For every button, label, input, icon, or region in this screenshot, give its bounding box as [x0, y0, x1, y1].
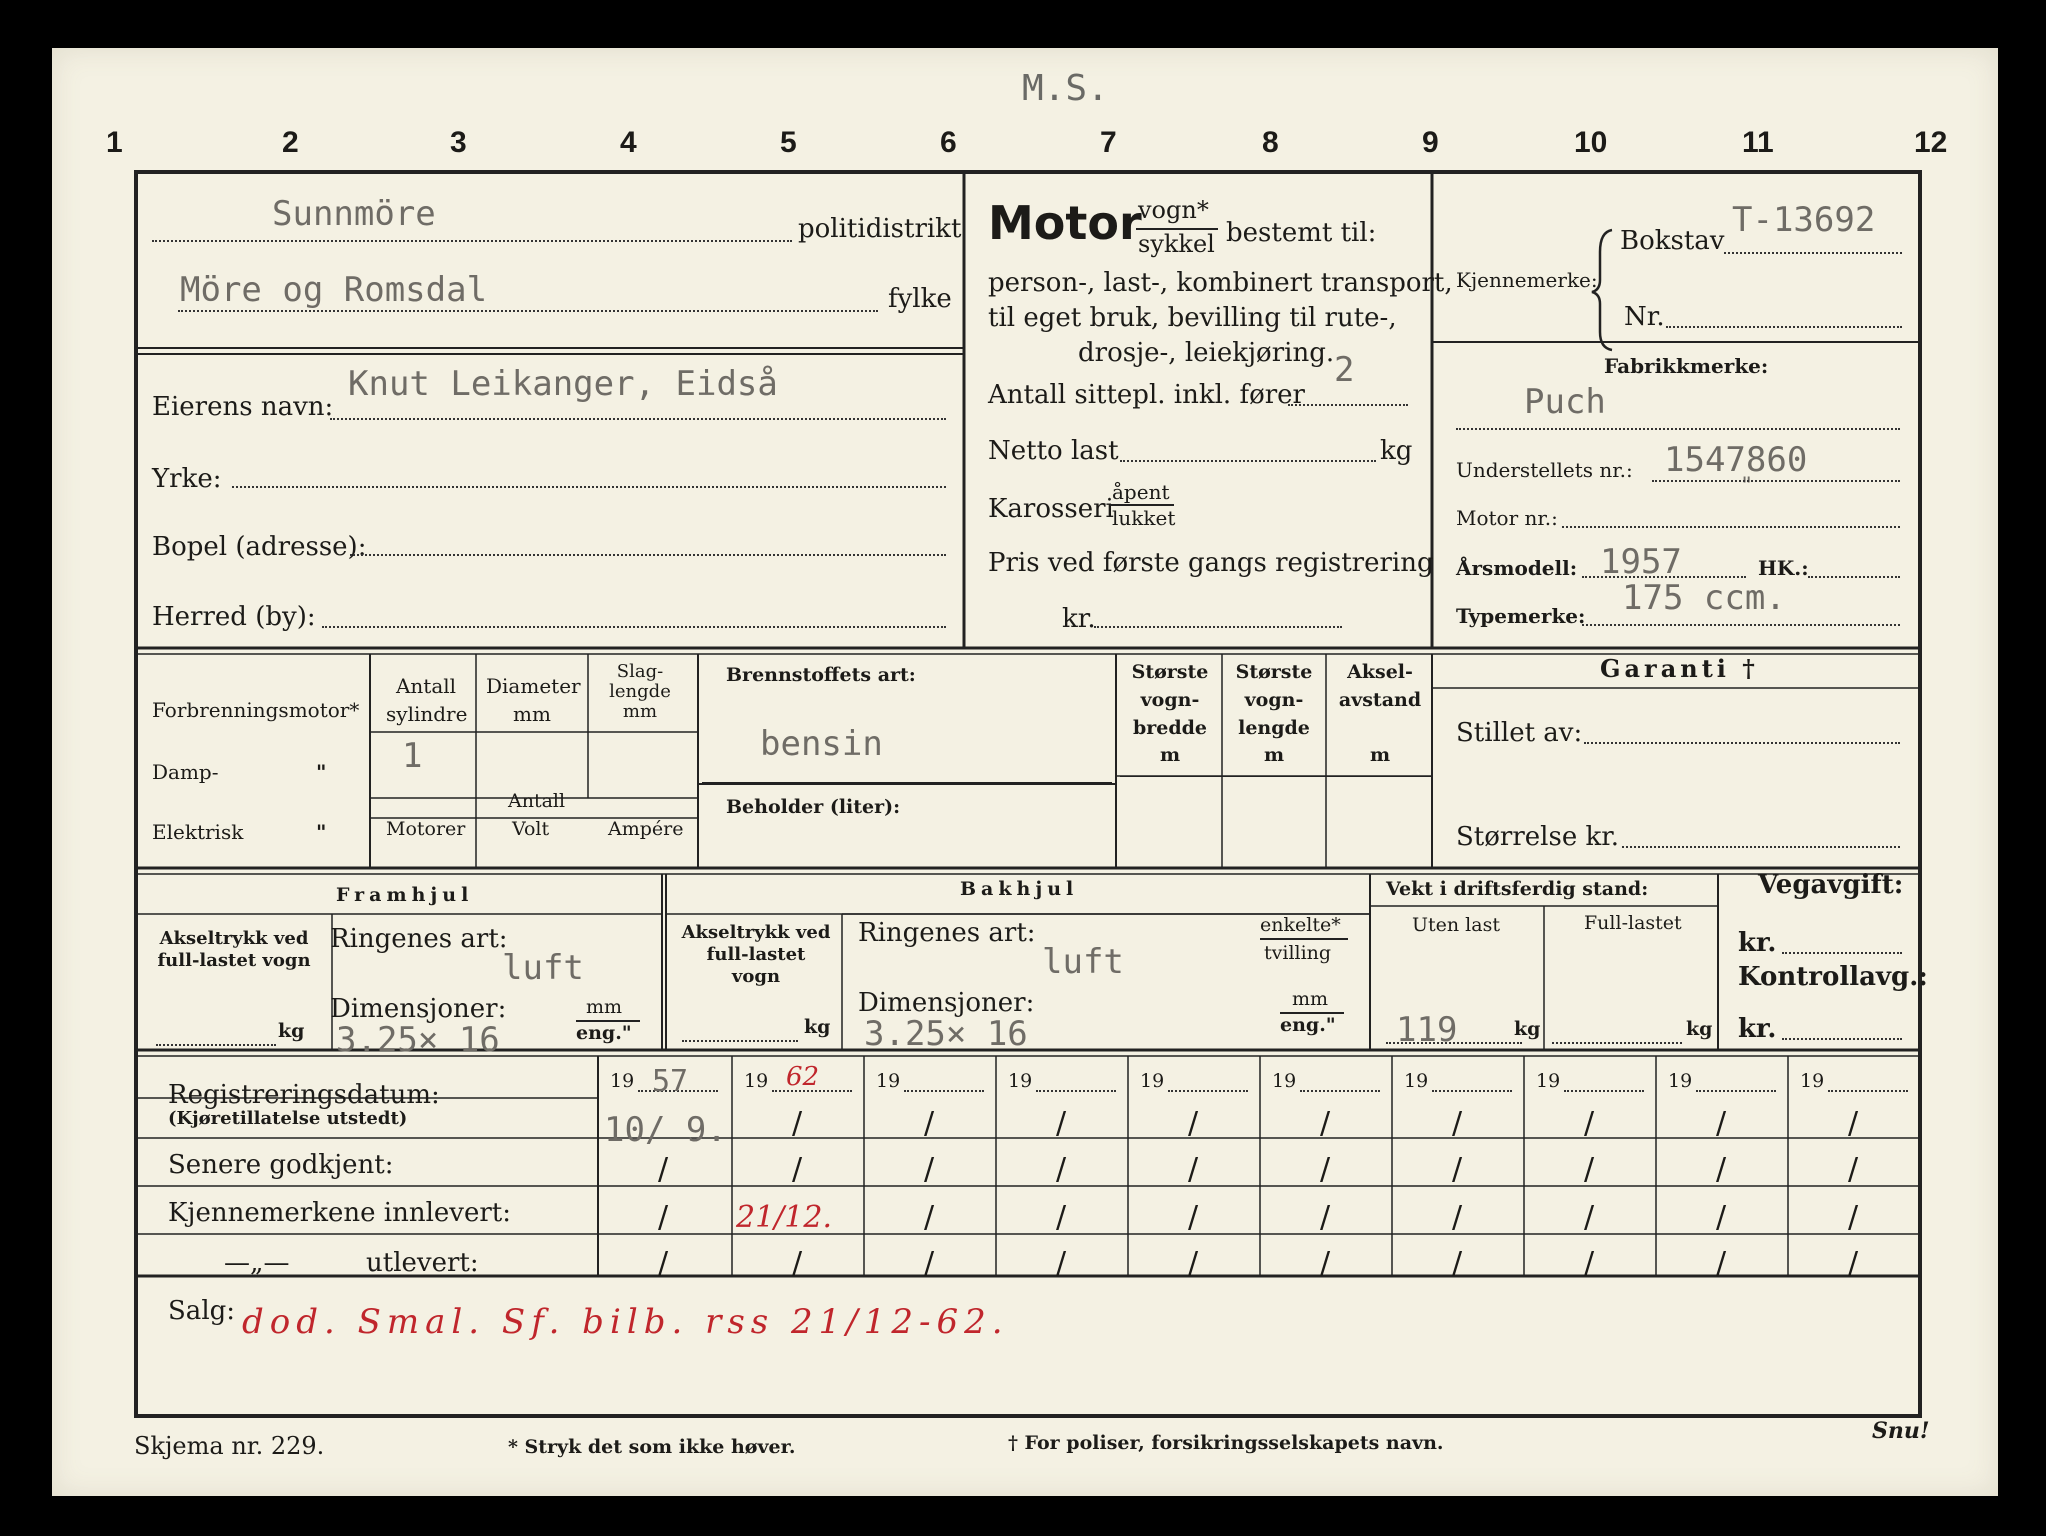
reg-slash: /: [1584, 1152, 1595, 1187]
ampere-label: Ampére: [608, 818, 684, 840]
form-grid: [52, 48, 1998, 1496]
col-num-5: 5: [780, 126, 797, 159]
electric-label: Elektrisk: [152, 820, 244, 844]
reg-slash: /: [1848, 1200, 1859, 1235]
municipality-label: Herred (by):: [152, 602, 316, 632]
body-closed: lukket: [1112, 506, 1176, 530]
price-kr: kr.: [1062, 604, 1096, 634]
front-axle-pressure: Akseltrykk ved full-lastet vogn: [157, 928, 311, 971]
road-tax-kr: kr.: [1738, 928, 1777, 958]
county-value: Möre og Romsdal: [180, 270, 488, 310]
steam-ditto: ": [316, 760, 327, 784]
reg-year-line: [1432, 1090, 1512, 1092]
rear-axle-kg: kg: [804, 1016, 831, 1038]
volt-label: Volt: [512, 818, 550, 840]
body-open: åpent: [1112, 480, 1170, 504]
footnote-strike: * Stryk det som ikke høver.: [508, 1436, 796, 1458]
purpose-line-3: drosje-, leiekjøring.: [1078, 338, 1335, 368]
front-wheel-title: Framhjul: [336, 884, 474, 906]
reg-slash: /: [658, 1200, 669, 1235]
engine-nr-label: Motor nr.:: [1456, 506, 1558, 530]
rear-ring-label: Ringenes art:: [858, 918, 1036, 948]
col-num-2: 2: [282, 126, 299, 159]
rear-wheel-title: Bakhjul: [960, 878, 1079, 900]
reg-slash: /: [924, 1152, 935, 1187]
weight-empty-kg: kg: [1514, 1018, 1541, 1040]
reg-year-prefix: 19: [1140, 1070, 1165, 1092]
max-length-label: Største vogn- lengde: [1235, 661, 1313, 739]
reg-slash: /: [1716, 1246, 1727, 1281]
road-tax-label: Vegavgift:: [1758, 870, 1904, 900]
reg-year-line: [1564, 1090, 1644, 1092]
model-year-value: 1957: [1600, 542, 1682, 582]
issued-prefix: —„—: [224, 1248, 290, 1278]
owner-name-value: Knut Leikanger, Eidså: [348, 364, 778, 404]
owner-name-line: [330, 418, 946, 420]
reg-year-prefix: 19: [876, 1070, 901, 1092]
col-num-8: 8: [1262, 126, 1279, 159]
col1-year: 57: [652, 1064, 689, 1099]
motor-frac-top: vogn*: [1138, 196, 1209, 224]
tank-label: Beholder (liter):: [726, 796, 901, 818]
combustion-label: Forbrenningsmotor*: [152, 698, 360, 722]
seats-line: [1288, 404, 1408, 406]
plate-label: Kjennemerke:: [1456, 268, 1598, 292]
district-label: politidistrikt: [798, 214, 962, 244]
fuel-divider: [702, 782, 1112, 784]
seats-label: Antall sittepl. inkl. fører: [988, 380, 1305, 410]
col-num-7: 7: [1100, 126, 1117, 159]
front-dim-label: Dimensjoner:: [330, 994, 507, 1024]
letter-line: [1724, 252, 1902, 254]
purpose-line-2: til eget bruk, bevilling til rute-,: [988, 303, 1397, 333]
weight-full-kg: kg: [1686, 1018, 1713, 1040]
col1-date: 10/ 9.: [604, 1110, 727, 1150]
reg-slash: /: [1320, 1246, 1331, 1281]
owner-name-label: Eierens navn:: [152, 392, 334, 422]
reg-slash: /: [1188, 1246, 1199, 1281]
motor-title: Motor: [988, 196, 1142, 250]
size-line: [1622, 846, 1900, 848]
sale-label: Salg:: [168, 1296, 236, 1326]
letter-value: T-13692: [1732, 200, 1876, 240]
footnote-policy: † For poliser, forsikringsselskapets navn.: [1008, 1432, 1444, 1454]
diam-label: Diameter mm: [486, 674, 581, 726]
reg-slash: /: [924, 1106, 935, 1141]
type-value: 175 ccm.: [1622, 578, 1786, 618]
reg-slash: /: [1320, 1200, 1331, 1235]
reg-slash: /: [924, 1246, 935, 1281]
chassis-mark: ": [1740, 474, 1754, 499]
county-line: [178, 310, 878, 312]
occupation-label: Yrke:: [152, 464, 222, 494]
reg-slash: /: [658, 1246, 669, 1281]
model-year-label: Årsmodell:: [1456, 556, 1578, 580]
weight-full-line: [1552, 1042, 1682, 1044]
reg-date-sub: (Kjøretillatelse utstedt): [168, 1108, 408, 1129]
rear-eng: eng.": [1280, 1014, 1336, 1036]
weight-empty-line: [1386, 1042, 1522, 1044]
single-twin-bar: [1260, 938, 1348, 940]
price-line: [1094, 626, 1342, 628]
twin-label: tvilling: [1264, 942, 1332, 964]
purpose-label: bestemt til:: [1226, 218, 1377, 248]
single-label: enkelte*: [1260, 914, 1341, 936]
rear-dim-label: Dimensjoner:: [858, 988, 1035, 1018]
front-eng: eng.": [576, 1022, 632, 1044]
col-num-4: 4: [620, 126, 637, 159]
fuel-value: bensin: [760, 724, 883, 764]
axle-distance-m: m: [1370, 744, 1391, 766]
reg-year-prefix: 19: [610, 1070, 635, 1092]
net-load-kg: kg: [1380, 436, 1413, 466]
reg-slash: /: [1716, 1106, 1727, 1141]
reg-slash: /: [1188, 1200, 1199, 1235]
size-label: Størrelse kr.: [1456, 822, 1620, 852]
col-num-12: 12: [1914, 126, 1948, 159]
reg-date-label: Registreringsdatum:: [168, 1080, 440, 1110]
nr-line: [1666, 326, 1902, 328]
rear-ring-value: luft: [1042, 942, 1124, 982]
reg-slash: /: [1716, 1152, 1727, 1187]
reg-slash: /: [1452, 1246, 1463, 1281]
reg-year-prefix: 19: [1668, 1070, 1693, 1092]
axle-distance-label: Aksel- avstand: [1338, 661, 1422, 711]
address-label: Bopel (adresse):: [152, 532, 367, 562]
cyl-value: 1: [402, 736, 423, 776]
reg-year-prefix: 19: [1272, 1070, 1297, 1092]
electric-ditto: ": [316, 820, 327, 844]
weight-empty-label: Uten last: [1412, 914, 1500, 936]
reg-slash: /: [1452, 1106, 1463, 1141]
make-value: Puch: [1524, 382, 1606, 422]
count-label: Antall: [508, 790, 566, 812]
cyl-label: Antall sylindre: [386, 674, 468, 726]
reg-year-line: [1036, 1090, 1116, 1092]
col-num-10: 10: [1574, 126, 1608, 159]
engine-nr-line: [1562, 526, 1900, 528]
issued-by-line: [1584, 742, 1900, 744]
form-number: Skjema nr. 229.: [134, 1432, 325, 1460]
reg-slash: /: [1320, 1152, 1331, 1187]
control-fee-line: [1782, 1038, 1902, 1040]
reg-year-prefix: 19: [1800, 1070, 1825, 1092]
net-load-label: Netto last: [988, 436, 1119, 466]
reg-slash: /: [1188, 1152, 1199, 1187]
reg-year-line: [1168, 1090, 1248, 1092]
weight-empty-value: 119: [1396, 1010, 1458, 1050]
front-dim-value: 3.25× 16: [336, 1020, 500, 1060]
reg-slash: /: [792, 1106, 803, 1141]
col-num-3: 3: [450, 126, 467, 159]
district-line: [152, 240, 792, 242]
max-length-m: m: [1264, 744, 1285, 766]
registration-card: [52, 48, 1998, 1496]
reg-slash: /: [1848, 1152, 1859, 1187]
reg-year-prefix: 19: [1404, 1070, 1429, 1092]
nr-label: Nr.: [1624, 302, 1665, 332]
col-num-1: 1: [106, 126, 123, 159]
front-ring-label: Ringenes art:: [330, 924, 508, 954]
rear-axle-line: [682, 1040, 798, 1042]
reg-slash: /: [1188, 1106, 1199, 1141]
max-width-m: m: [1160, 744, 1181, 766]
reg-year-prefix: 19: [744, 1070, 769, 1092]
reg-slash: /: [1584, 1246, 1595, 1281]
returned-label: Kjennemerkene innlevert:: [168, 1198, 511, 1228]
occupation-line: [232, 486, 946, 488]
letter-label: Bokstav: [1620, 226, 1725, 256]
seats-value: 2: [1334, 350, 1355, 390]
control-fee-label: Kontrollavg.:: [1738, 962, 1928, 992]
chassis-label: Understellets nr.:: [1456, 458, 1633, 482]
reg-year-prefix: 19: [1008, 1070, 1033, 1092]
address-line: [350, 554, 946, 556]
district-value: Sunnmöre: [272, 194, 436, 234]
rear-axle-pressure: Akseltrykk ved full-lastet vogn: [681, 922, 831, 987]
reg-slash: /: [658, 1152, 669, 1187]
reg-slash: /: [1716, 1200, 1727, 1235]
col-num-9: 9: [1422, 126, 1439, 159]
col-num-6: 6: [940, 126, 957, 159]
reg-slash: /: [924, 1200, 935, 1235]
reg-year-line: [1828, 1090, 1908, 1092]
issued-label: utlevert:: [366, 1248, 479, 1278]
reg-slash: /: [792, 1246, 803, 1281]
front-mm: mm: [586, 996, 623, 1018]
sale-value: dod. Smal. Sf. bilb. rss 21/12-62.: [242, 1302, 1009, 1342]
reg-slash: /: [792, 1152, 803, 1187]
rear-dim-value: 3.25× 16: [864, 1014, 1028, 1054]
approved-label: Senere godkjent:: [168, 1150, 394, 1180]
max-width-label: Største vogn- bredde: [1131, 661, 1209, 739]
reg-slash: /: [1056, 1246, 1067, 1281]
turn-over: Snu!: [1872, 1418, 1930, 1444]
reg-slash: /: [1452, 1152, 1463, 1187]
motors-label: Motorer: [386, 818, 466, 840]
reg-year-prefix: 19: [1536, 1070, 1561, 1092]
col-num-11: 11: [1742, 126, 1774, 159]
type-line: [1582, 624, 1900, 626]
reg-slash: /: [1584, 1106, 1595, 1141]
weight-title: Vekt i driftsferdig stand:: [1386, 878, 1649, 900]
make-line: [1456, 428, 1900, 430]
reg-year-line: [1300, 1090, 1380, 1092]
chassis-value: 1547860: [1664, 440, 1808, 480]
municipality-line: [322, 626, 946, 628]
reg-slash: /: [1848, 1246, 1859, 1281]
weight-full-label: Full-lastet: [1584, 912, 1682, 934]
reg-slash: /: [1584, 1200, 1595, 1235]
reg-slash: /: [1056, 1106, 1067, 1141]
hp-line: [1808, 576, 1900, 578]
motor-frac-bottom: sykkel: [1138, 230, 1215, 258]
reg-slash: /: [1452, 1200, 1463, 1235]
control-fee-kr: kr.: [1738, 1014, 1777, 1044]
top-mark: M.S.: [1022, 68, 1109, 109]
purpose-line-1: person-, last-, kombinert transport,: [988, 268, 1453, 298]
guarantee-title: Garanti †: [1600, 654, 1759, 683]
col2-returned: 21/12.: [736, 1200, 832, 1235]
body-label: Karosseri: [988, 494, 1114, 524]
stroke-label: Slag- lengde mm: [609, 661, 671, 722]
road-tax-line: [1782, 952, 1902, 954]
reg-year-line: [904, 1090, 984, 1092]
price-label: Pris ved første gangs registrering: [988, 548, 1434, 578]
chassis-line: [1652, 480, 1900, 482]
reg-slash: /: [1056, 1152, 1067, 1187]
reg-slash: /: [1320, 1106, 1331, 1141]
reg-year-line: [1696, 1090, 1776, 1092]
reg-slash: /: [1848, 1106, 1859, 1141]
county-label: fylke: [888, 284, 952, 314]
reg-slash: /: [1056, 1200, 1067, 1235]
type-label: Typemerke:: [1456, 604, 1586, 628]
make-label: Fabrikkmerke:: [1604, 354, 1769, 378]
steam-label: Damp-: [152, 760, 219, 784]
hp-label: HK.:: [1758, 556, 1809, 580]
net-load-line: [1120, 460, 1376, 462]
front-ring-value: luft: [502, 948, 584, 988]
front-axle-kg: kg: [278, 1020, 305, 1042]
col2-year: 62: [786, 1062, 820, 1092]
issued-by-label: Stillet av:: [1456, 718, 1583, 748]
fuel-label: Brennstoffets art:: [726, 664, 916, 686]
size-divider: [1120, 776, 1432, 777]
rear-mm: mm: [1292, 988, 1329, 1010]
front-axle-line: [156, 1044, 276, 1046]
